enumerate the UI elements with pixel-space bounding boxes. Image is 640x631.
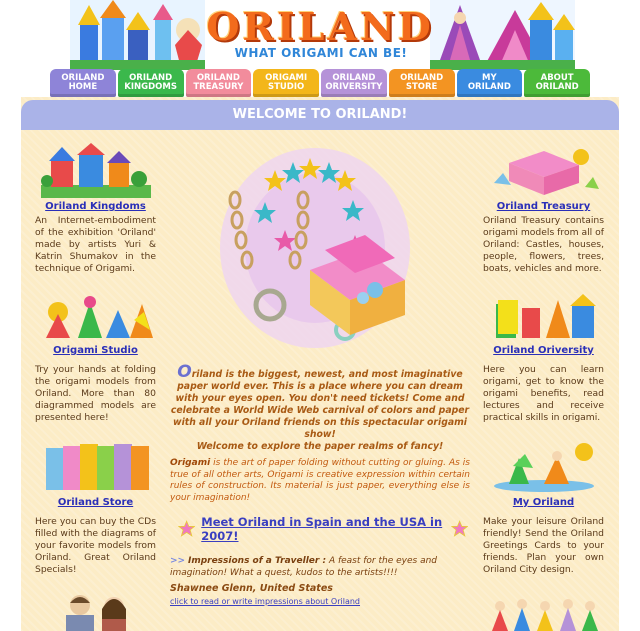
traveller-impression (170, 555, 470, 579)
meet-oriland-link[interactable]: Meet Oriland in Spain and the USA in 2007! (201, 515, 443, 543)
tab-my-oriland[interactable] (457, 69, 523, 97)
main-nav (50, 69, 590, 97)
section-studio (35, 290, 156, 424)
tagline: WHAT ORIGAMI CAN BE! (234, 46, 408, 60)
tab-label: ORILAND TREASURY (193, 73, 244, 92)
treasury-description: Oriland Treasury contains origami models from all of Oriland: Castles, houses, people, flowers, trees, boats, vehicles and more. (483, 215, 604, 274)
origami-definition (170, 458, 470, 504)
store-cd-thumbnail[interactable] (41, 440, 151, 492)
pink-star-icon (451, 519, 468, 539)
tab-oriland-treasury[interactable] (186, 69, 252, 97)
meet-oriland-banner (178, 515, 468, 543)
tab-label: MY ORILAND (467, 73, 511, 92)
castle-banner-art (70, 0, 205, 70)
my-oriland-thumbnail[interactable] (489, 440, 599, 492)
tab-label: ORIGAMI STUDIO (265, 73, 308, 92)
tab-label: ABOUT ORILAND (535, 73, 579, 92)
kingdoms-description: An Internet-embodiment of the exhibition 'Oriland' made by artists Yuri & Katrin Shumakov in the technique of Origami. (35, 215, 156, 274)
tab-oriland-home[interactable] (50, 69, 116, 97)
tab-label: ORILAND KINGDOMS (124, 73, 177, 92)
tab-origami-studio[interactable] (253, 69, 319, 97)
intro-dropcap: O (177, 362, 192, 382)
store-description: Here you can buy the CDs filled with the diagrams of your favorite models from Oriland. Great Oriland Specials! (35, 516, 156, 575)
origami-figures-art (490, 596, 605, 631)
fairy-banner-art (430, 0, 575, 70)
section-store (35, 440, 156, 576)
studio-link[interactable]: Origami Studio (53, 345, 138, 356)
impressions-link[interactable]: click to read or write impressions about Oriland (170, 597, 361, 606)
oriversity-description: Here you can learn origami, get to know the origami benefits, read lectures and receive practical skills in origami. (483, 364, 604, 423)
origami-term: Origami (170, 458, 211, 468)
kingdoms-link[interactable]: Oriland Kingdoms (45, 201, 146, 212)
tab-oriland-oriversity[interactable] (321, 69, 387, 97)
tab-label: ORILAND HOME (61, 73, 105, 92)
treasury-link[interactable]: Oriland Treasury (496, 201, 591, 212)
intro-text: riland is the biggest, newest, and most imaginative paper world ever. This is a place where you can dream with your eyes open. You don't need tickets! Come and celebrate a World Wide Web carnival of colors and paper with all your Oriland friends on this spectacular origami show! (170, 369, 470, 440)
store-link[interactable]: Oriland Store (57, 497, 134, 508)
site-logo[interactable]: ORILAND (206, 4, 434, 49)
tab-label: ORILAND STORE (400, 73, 444, 92)
tab-oriland-store[interactable] (389, 69, 455, 97)
tab-label: ORILAND ORIVERSITY (325, 73, 383, 92)
tab-about-oriland[interactable] (524, 69, 590, 97)
impression-text: A feast for the eyes and imagination! What a quest, kudos to the artists!!!! (170, 556, 438, 578)
my-oriland-link[interactable]: My Oriland (512, 497, 575, 508)
my-oriland-description: Make your leisure Oriland friendly! Send the Oriland Greetings Cards to your friends. Plan your own Oriland City design. (483, 516, 604, 575)
section-my-oriland (483, 440, 604, 576)
impression-heading: Impressions of a Traveller : (187, 556, 327, 566)
tab-oriland-kingdoms[interactable] (118, 69, 184, 97)
section-kingdoms (35, 143, 156, 275)
section-oriversity (483, 290, 604, 424)
welcome-heading: WELCOME TO ORILAND! (21, 100, 619, 130)
intro-welcome-line: Welcome to explore the paper realms of fancy! (196, 441, 444, 452)
kingdoms-thumbnail[interactable] (41, 143, 151, 198)
studio-thumbnail[interactable] (38, 290, 153, 342)
pink-star-icon (178, 519, 195, 539)
treasury-thumbnail[interactable] (489, 143, 599, 198)
arrow-icon: >> (170, 556, 186, 566)
section-treasury (483, 143, 604, 275)
impression-signature: Shawnee Glenn, United States (170, 583, 333, 594)
origami-definition-text: is the art of paper folding without cutting or gluing. As is true of all other arts, Origami is creative expression within certain rules of construction. Its material is just paper, everything else is your imagination! (170, 458, 470, 503)
intro-paragraph (170, 362, 470, 453)
artists-photo (58, 591, 138, 631)
oriversity-link[interactable]: Oriland Oriversity (493, 345, 594, 356)
origami-jewelry-hero-image (215, 140, 415, 355)
oriversity-thumbnail[interactable] (486, 290, 601, 342)
studio-description: Try your hands at folding the origami models from Oriland. More than 80 diagrammed models are presented here! (35, 364, 156, 423)
